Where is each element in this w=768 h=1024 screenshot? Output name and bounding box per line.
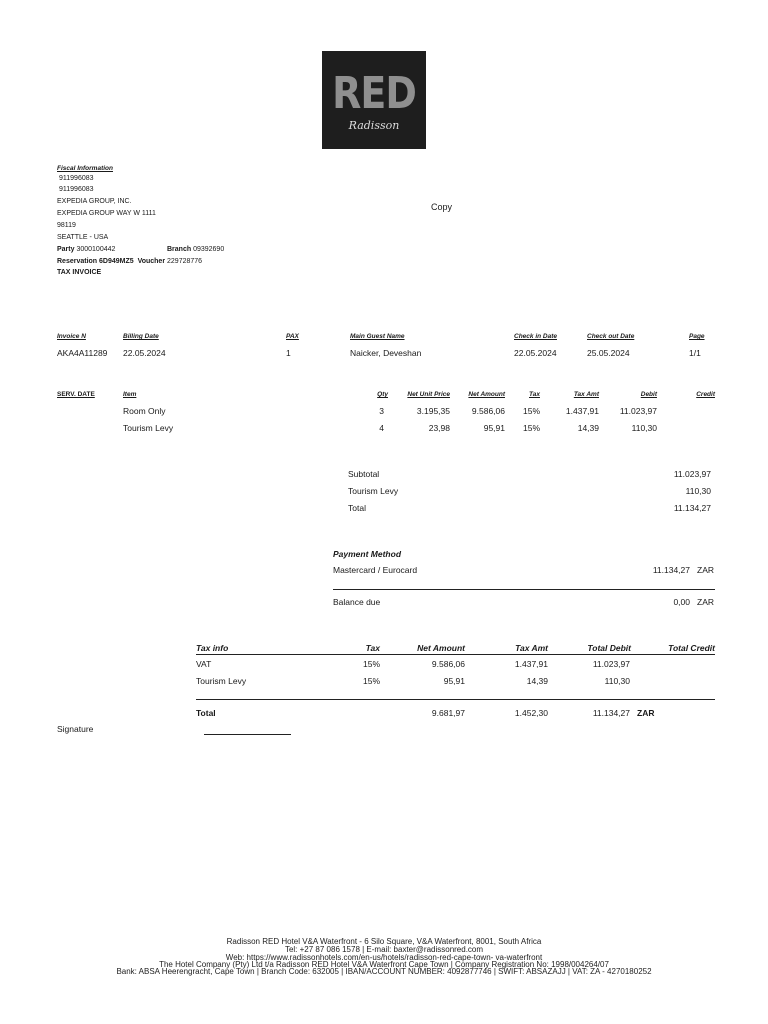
tax-total-amt: 1.452,30: [514, 708, 548, 718]
item-tax: 15%: [522, 406, 540, 416]
subtotal-value: 11.023,97: [673, 469, 711, 479]
logo-sub-text: Radisson: [348, 119, 400, 132]
footer-bank: Bank: ABSA Heerengracht, Cape Town | Branch Code: 632005 | IBAN/ACCOUNT NUMBER: 4092877746 | SWIFT: ABSAZAJJ | VAT: ZA - 4270180252: [116, 967, 652, 976]
reservation-info: [57, 258, 202, 265]
signature-line: [204, 734, 291, 735]
balance-due-value: 0,00: [673, 597, 690, 607]
fiscal-line: EXPEDIA GROUP, INC.: [57, 198, 132, 205]
levy-label: Tourism Levy: [348, 486, 399, 496]
item-debit: 11.023,97: [619, 406, 657, 416]
credit-header: Credit: [696, 391, 715, 398]
reservation-value: 6D949MZ5: [99, 258, 134, 265]
tax-total-net: 9.681,97: [431, 708, 465, 718]
footer-company: The Hotel Company (Pty) Ltd t/a Radisson RED Hotel V&A Waterfront Cape Town | Company Registration No: 1998/004264/07: [159, 960, 609, 969]
fiscal-line: 911996083: [59, 175, 94, 182]
item-header: Item: [123, 391, 137, 398]
tax-row-info: Tourism Levy: [196, 676, 247, 686]
branch-info: [167, 246, 224, 253]
qty-header: Qty: [377, 391, 388, 398]
balance-due-label: Balance due: [333, 597, 381, 607]
hotel-logo: [322, 51, 426, 149]
check-out-date: 25.05.2024: [587, 348, 630, 358]
tax-row-rate: 15%: [362, 676, 380, 686]
total-label: Total: [348, 503, 366, 513]
levy-value: 110,30: [685, 486, 711, 496]
branch-label: Branch: [167, 246, 192, 253]
invoice-number-label: Invoice N: [57, 333, 86, 340]
footer-contact: Tel: +27 87 086 1578 | E-mail: baxter@radissonred.com: [284, 945, 484, 954]
tax-total-label: Total: [196, 708, 216, 718]
party-info: [57, 246, 115, 253]
item-net-unit: 3.195,35: [416, 406, 450, 416]
branch-value: 09392690: [193, 246, 225, 253]
footer-web: Web: https://www.radissonhotels.com/en-us/hotels/radisson-red-cape-town- va-waterfront: [225, 953, 543, 962]
item-net-amount: 95,91: [483, 423, 505, 433]
fiscal-heading: Fiscal Information: [57, 165, 113, 172]
check-in-label: Check in Date: [514, 333, 557, 340]
copy-label: Copy: [431, 202, 453, 212]
tax-row-debit: 11.023,97: [592, 659, 630, 669]
tax-row-rate: 15%: [362, 659, 380, 669]
page-label: Page: [689, 333, 705, 340]
tax-info-header: Tax info: [196, 643, 229, 653]
voucher-value: 229728776: [167, 258, 203, 265]
item-tax-amt: 14,39: [577, 423, 599, 433]
item-net-amount: 9.586,06: [471, 406, 505, 416]
check-in-date: 22.05.2024: [514, 348, 557, 358]
debit-header: Debit: [640, 391, 657, 398]
payment-divider: [333, 589, 715, 590]
item-tax-amt: 1.437,91: [565, 406, 599, 416]
pax-value: 1: [286, 348, 291, 358]
invoice-number: AKA4A11289: [57, 348, 108, 358]
reservation-label: Reservation: [57, 258, 98, 265]
fiscal-line: EXPEDIA GROUP WAY W 1111: [57, 210, 156, 217]
item-debit: 110,30: [631, 423, 657, 433]
net-amount-header: Net Amount: [417, 643, 465, 653]
item-qty: 3: [379, 406, 384, 416]
tax-row-net: 9.586,06: [431, 659, 465, 669]
balance-currency: ZAR: [697, 597, 714, 607]
item-qty: 4: [379, 423, 384, 433]
tax-total-currency: ZAR: [637, 708, 655, 718]
item-tax: 15%: [522, 423, 540, 433]
net-amount-header: Net Amount: [468, 391, 505, 398]
item-name: Room Only: [123, 406, 166, 416]
check-out-label: Check out Date: [587, 333, 635, 340]
billing-date: 22.05.2024: [123, 348, 166, 358]
party-value: 3000100442: [76, 246, 116, 253]
tax-header-divider: [196, 654, 715, 655]
subtotal-label: Subtotal: [348, 469, 380, 479]
item-name: Tourism Levy: [123, 423, 174, 433]
tax-row-amt: 1.437,91: [514, 659, 548, 669]
total-credit-header: Total Credit: [668, 643, 715, 653]
payment-currency: ZAR: [697, 565, 714, 575]
tax-amt-header: Tax Amt: [515, 643, 548, 653]
guest-name: Naicker, Deveshan: [350, 348, 422, 358]
tax-total-debit: 11.134,27: [592, 708, 630, 718]
logo-main-text: RED: [332, 67, 416, 119]
tax-row-debit: 110,30: [604, 676, 630, 686]
tax-row-amt: 14,39: [526, 676, 548, 686]
net-unit-header: Net Unit Price: [407, 391, 450, 398]
payment-method: Mastercard / Eurocard: [333, 565, 418, 575]
page-number: 1/1: [689, 348, 701, 358]
guest-name-label: Main Guest Name: [350, 333, 405, 340]
tax-total-divider: [196, 699, 715, 700]
tax-amt-header: Tax Amt: [573, 391, 599, 398]
document-type: TAX INVOICE: [57, 269, 102, 276]
fiscal-line: 911996083: [59, 186, 94, 193]
tax-row-info: VAT: [196, 659, 212, 669]
pax-label: PAX: [286, 333, 299, 340]
fiscal-line: SEATTLE - USA: [57, 234, 109, 241]
party-label: Party: [57, 246, 75, 253]
total-debit-header: Total Debit: [587, 643, 631, 653]
billing-date-label: Billing Date: [123, 333, 159, 340]
fiscal-line: 98119: [57, 222, 76, 229]
tax-rate-header: Tax: [365, 643, 380, 653]
item-net-unit: 23,98: [428, 423, 450, 433]
tax-row-net: 95,91: [443, 676, 465, 686]
voucher-label: Voucher: [137, 258, 166, 265]
payment-method-heading: Payment Method: [333, 549, 402, 559]
signature-label: Signature: [57, 724, 94, 734]
serv-date-header: SERV. DATE: [57, 391, 95, 398]
tax-header: Tax: [529, 391, 540, 398]
footer-address: Radisson RED Hotel V&A Waterfront - 6 Silo Square, V&A Waterfront, 8001, South Africa: [226, 937, 542, 946]
total-value: 11.134,27: [673, 503, 711, 513]
payment-amount: 11.134,27: [652, 565, 690, 575]
